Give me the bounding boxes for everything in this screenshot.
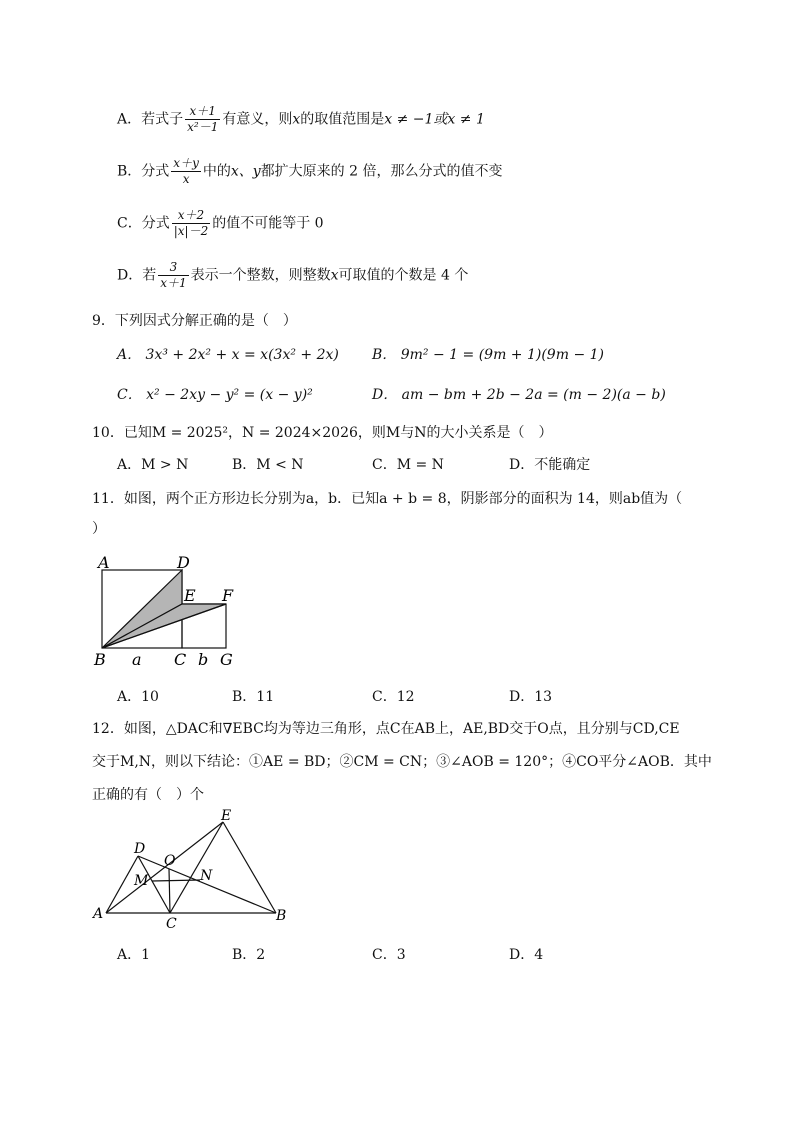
q12-option-c: C．3 xyxy=(372,947,406,963)
q8-d-numerator: 3 xyxy=(158,260,188,276)
q11-label-c: C xyxy=(174,650,187,669)
q9-option-c: C． x² − 2xy − y² = (x − y)² xyxy=(117,387,313,403)
q11-option-d: D．13 xyxy=(509,689,553,705)
q11-label-a-point: A xyxy=(98,553,110,572)
q11-option-c: C．12 xyxy=(372,689,415,705)
q8-option-c xyxy=(117,208,324,239)
q8-c-prefix: C．分式 xyxy=(117,215,170,232)
q12-option-b: B．2 xyxy=(232,947,266,963)
q12-stem-line3: 正确的有（ ）个 xyxy=(92,787,204,803)
q10-option-d: D．不能确定 xyxy=(509,457,591,473)
q8-d-text2: 可取值的个数是 4 个 xyxy=(338,267,469,284)
q12-line-ce xyxy=(170,822,223,913)
q11-stem-line1: 11．如图，两个正方形边长分别为a，b．已知a + b = 8，阴影部分的面积为 14，则ab值为（ xyxy=(92,491,683,507)
q8-b-denominator: x xyxy=(182,172,190,186)
q8-b-vars: x、y xyxy=(230,163,261,180)
q8-a-fraction xyxy=(185,104,220,135)
q8-b-fraction xyxy=(171,156,201,187)
q12-line-oc xyxy=(169,869,170,913)
q12-label-c: C xyxy=(166,916,177,932)
q12-label-d: D xyxy=(134,841,146,857)
q11-label-side-a: a xyxy=(132,650,142,669)
q12-line-mn xyxy=(152,880,200,881)
q11-stem-line2: ） xyxy=(92,521,106,537)
q8-a-denominator: x²－1 xyxy=(187,120,219,134)
q8-a-text: 有意义，则 xyxy=(222,111,293,128)
q8-d-denominator: x＋1 xyxy=(160,276,187,290)
q8-b-numerator: x＋y xyxy=(173,156,199,170)
q11-label-f: F xyxy=(222,586,234,605)
q11-label-d: D xyxy=(177,553,190,572)
q8-d-prefix: D．若 xyxy=(117,267,157,284)
q8-d-var: x xyxy=(330,267,339,284)
q10-option-a: A．M > N xyxy=(117,457,189,473)
q8-option-a xyxy=(117,104,485,135)
q11-option-b: B．11 xyxy=(232,689,275,705)
q8-option-b xyxy=(117,156,502,187)
q11-label-g: G xyxy=(220,650,233,669)
q12-triangles-figure xyxy=(90,808,290,932)
q11-label-side-b: b xyxy=(198,650,209,669)
q8-b-prefix: B．分式 xyxy=(117,163,170,180)
q8-option-d xyxy=(117,260,468,291)
q10-option-b: B．M < N xyxy=(232,457,304,473)
q12-stem-line2: 交于M,N，则以下结论：①AE = BD；②CM = CN；③∠AOB = 120°；④CO平分∠AOB．其中 xyxy=(92,754,712,770)
q12-label-a: A xyxy=(93,906,104,922)
q12-label-b: B xyxy=(276,908,287,924)
q8-c-text: 的值不可能等于 0 xyxy=(212,215,324,232)
q12-line-db xyxy=(138,856,276,913)
q9-stem: 9．下列因式分解正确的是（ ） xyxy=(92,313,297,329)
q12-line-eb xyxy=(223,822,276,913)
q8-c-denominator: |x|－2 xyxy=(173,224,209,238)
q10-option-c: C．M = N xyxy=(372,457,444,473)
q8-d-text: 表示一个整数，则整数 xyxy=(190,267,331,284)
q8-a-var: x xyxy=(292,111,301,128)
q9-option-b: B． 9m² − 1 = (9m + 1)(9m − 1) xyxy=(372,347,604,363)
q8-d-fraction xyxy=(158,260,188,291)
q8-c-numerator: x＋2 xyxy=(172,208,211,224)
q12-label-m: M xyxy=(134,873,149,889)
q12-label-e: E xyxy=(221,808,232,824)
q8-a-condition: x ≠ −1或x ≠ 1 xyxy=(384,111,485,128)
q10-stem: 10．已知M = 2025²，N = 2024×2026，则M与N的大小关系是（ ） xyxy=(92,425,553,441)
q12-option-a: A．1 xyxy=(117,947,151,963)
q11-label-e: E xyxy=(184,586,196,605)
q8-a-numerator: x＋1 xyxy=(185,104,220,120)
q8-b-text: 中的 xyxy=(202,163,231,180)
q8-b-text2: 都扩大原来的 2 倍，那么分式的值不变 xyxy=(260,163,503,180)
q11-squares-figure xyxy=(88,548,248,672)
q8-a-text2: 的取值范围是 xyxy=(300,111,385,128)
q11-label-b-point: B xyxy=(94,650,106,669)
q12-label-o: O xyxy=(164,853,176,869)
q8-a-prefix: A．若式子 xyxy=(117,111,184,128)
q11-shaded-triangle-1 xyxy=(102,570,182,648)
q12-label-n: N xyxy=(200,868,213,884)
q9-option-d: D． am − bm + 2b − 2a = (m − 2)(a − b) xyxy=(372,387,666,403)
q9-option-a: A． 3x³ + 2x² + x = x(3x² + 2x) xyxy=(117,347,339,363)
q11-option-a: A．10 xyxy=(117,689,159,705)
q12-stem-line1: 12．如图，△DAC和∇EBC均为等边三角形，点C在AB上，AE,BD交于O点，且分别与CD,CE xyxy=(92,721,680,737)
q12-option-d: D．4 xyxy=(509,947,544,963)
q8-c-fraction xyxy=(172,208,211,239)
